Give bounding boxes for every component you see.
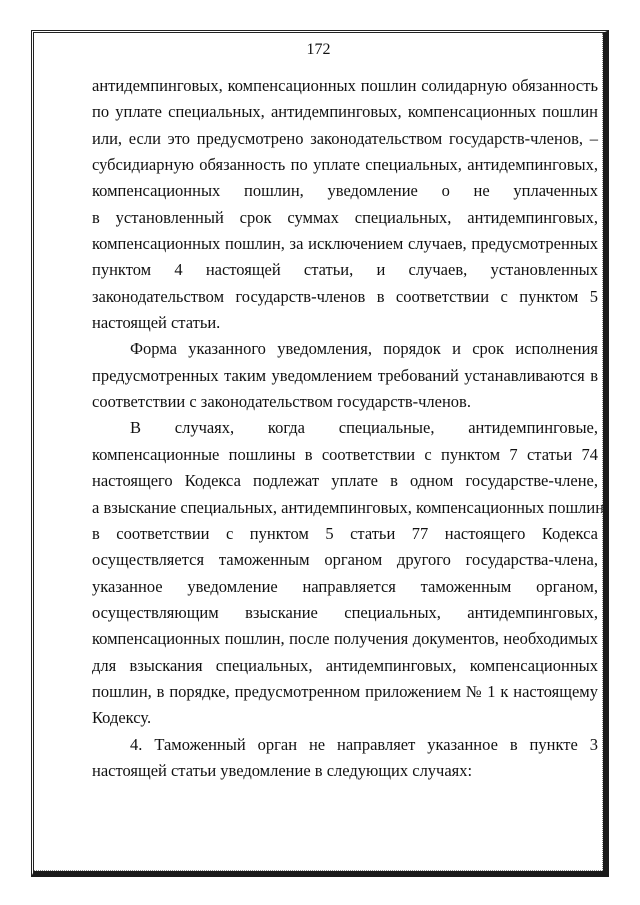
text-line: для взыскания специальных, антидемпинговых, компенсационных <box>92 655 598 675</box>
text-line: указанное уведомление направляется таможенным органом, <box>92 576 598 596</box>
text-line: настоящего Кодекса подлежат уплате в одном государстве-члене, <box>92 471 598 491</box>
text-line: Форма указанного уведомления, порядок и срок исполнения <box>130 339 598 359</box>
text-line: компенсационных пошлин, после получения документов, необходимых <box>92 629 598 649</box>
text-line: в установленный срок суммах специальных, антидемпинговых, <box>92 207 598 227</box>
text-line: пошлин, в порядке, предусмотренном приложением № 1 к настоящему <box>92 681 598 701</box>
text-line: пунктом 4 настоящей статьи, и случаев, установленных <box>92 260 598 280</box>
text-line: соответствии с законодательством государств-членов. <box>92 392 471 412</box>
text-line: законодательством государств-членов в соответствии с пунктом 5 <box>92 286 598 306</box>
text-line: осуществляющим взыскание специальных, антидемпинговых, <box>92 602 598 622</box>
text-line: предусмотренных таким уведомлением требований устанавливаются в <box>92 365 598 385</box>
paragraph <box>92 415 605 731</box>
text-line: антидемпинговых, компенсационных пошлин солидарную обязанность <box>92 76 598 95</box>
document-page <box>31 30 609 877</box>
text-line: осуществляется таможенным органом другого государства-члена, <box>92 550 598 570</box>
text-line: настоящей статьи уведомление в следующих случаях: <box>92 760 473 780</box>
text-line: компенсационные пошлины в соответствии с пунктом 7 статьи 74 <box>92 444 598 464</box>
text-line: или, если это предусмотрено законодательством государств-членов, – <box>92 128 598 148</box>
document-body <box>92 73 605 784</box>
text-line: субсидиарную обязанность по уплате специальных, антидемпинговых, <box>92 155 598 175</box>
paragraph <box>92 336 598 415</box>
text-line: а взыскание специальных, антидемпинговых, компенсационных пошлин <box>92 497 605 517</box>
page-number: 172 <box>306 41 331 58</box>
text-line: Кодексу. <box>92 708 152 728</box>
text-line: компенсационных пошлин, уведомление о не уплаченных <box>92 181 598 201</box>
text-line: в соответствии с пунктом 5 статьи 77 настоящего Кодекса <box>92 523 598 543</box>
text-line: настоящей статьи. <box>92 313 221 333</box>
paragraph <box>92 73 598 336</box>
text-line: по уплате специальных, антидемпинговых, компенсационных пошлин <box>92 102 598 122</box>
paragraph <box>92 732 598 785</box>
text-line: компенсационных пошлин, за исключением случаев, предусмотренных <box>92 234 598 254</box>
text-line: В случаях, когда специальные, антидемпинговые, <box>130 418 598 438</box>
text-line: 4. Таможенный орган не направляет указанное в пункте 3 <box>130 734 598 754</box>
